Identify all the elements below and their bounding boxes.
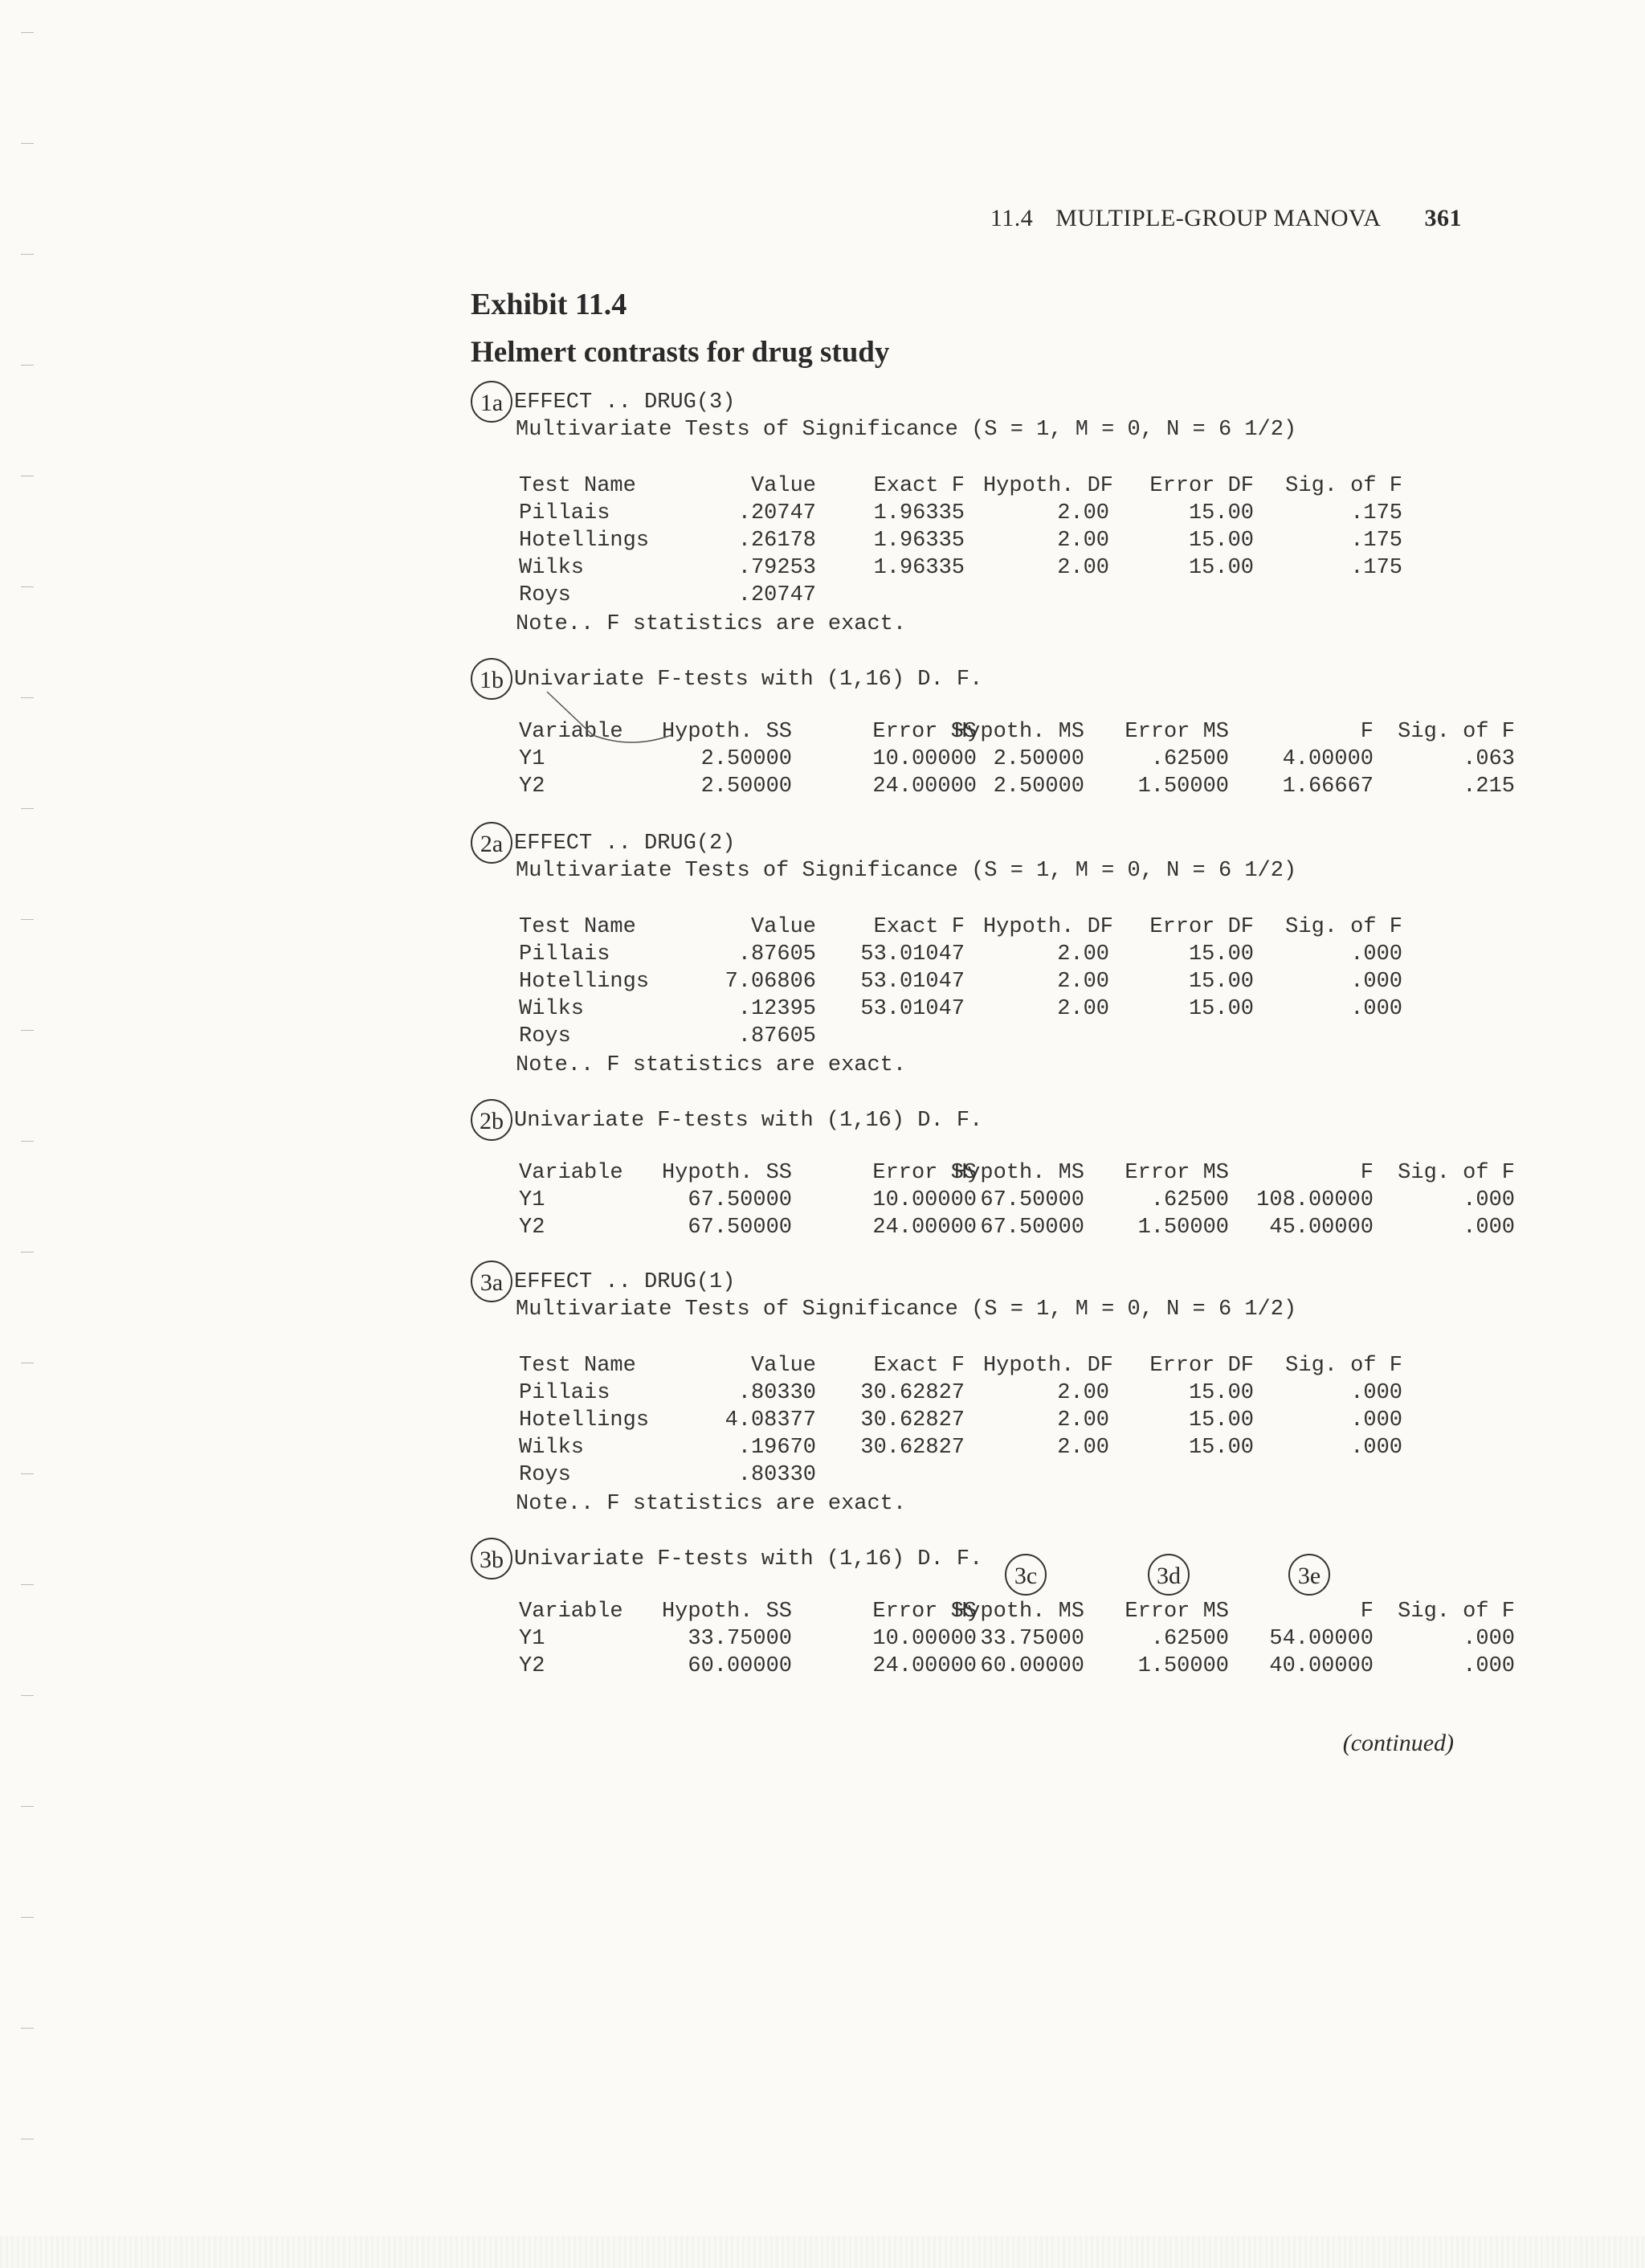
multivariate-cell: 2.00 — [1057, 997, 1109, 1021]
univariate-cell: Y2 — [519, 1216, 545, 1240]
multivariate-cell: .000 — [1350, 970, 1402, 994]
exhibit-label: Exhibit 11.4 — [471, 288, 627, 321]
margin-tick — [21, 1141, 34, 1142]
univariate-header: Hypoth. SS — [661, 1161, 792, 1185]
multivariate-cell: 15.00 — [1188, 1381, 1254, 1405]
multivariate-cell: Hotellings — [519, 970, 650, 994]
multivariate-cell: 2.00 — [1057, 529, 1109, 553]
univariate-title: Univariate F-tests with (1,16) D. F. — [514, 1547, 983, 1571]
exhibit-title: Helmert contrasts for drug study — [471, 336, 890, 369]
univariate-cell: .62500 — [1150, 1627, 1229, 1651]
multivariate-title: Multivariate Tests of Significance (S = 1, M = 0, N = 6 1/2) — [516, 859, 1297, 883]
univariate-cell: .62500 — [1150, 747, 1229, 771]
univariate-title: Univariate F-tests with (1,16) D. F. — [514, 1109, 983, 1133]
univariate-cell: 60.00000 — [980, 1654, 1084, 1678]
multivariate-header: Test Name — [519, 1354, 636, 1378]
univariate-cell: .063 — [1463, 747, 1515, 771]
margin-tick — [21, 808, 34, 809]
univariate-cell: 108.00000 — [1256, 1188, 1374, 1212]
univariate-cell: 24.00000 — [872, 774, 977, 799]
multivariate-header: Error DF — [1149, 915, 1254, 939]
multivariate-cell: .175 — [1350, 501, 1402, 525]
multivariate-header: Hypoth. DF — [982, 1354, 1113, 1378]
margin-tick — [21, 1252, 34, 1253]
multivariate-cell: Wilks — [519, 997, 585, 1021]
multivariate-cell: 53.01047 — [860, 970, 965, 994]
univariate-header: Error SS — [872, 1161, 977, 1185]
note-line: Note.. F statistics are exact. — [516, 1053, 907, 1077]
univariate-header: Error MS — [1125, 720, 1229, 744]
multivariate-cell: 30.62827 — [860, 1436, 965, 1460]
multivariate-cell: Roys — [519, 1024, 571, 1048]
univariate-header: Variable — [519, 1161, 623, 1185]
univariate-cell: 67.50000 — [688, 1216, 792, 1240]
column-callout: 3e — [1288, 1554, 1330, 1596]
multivariate-cell: 53.01047 — [860, 942, 965, 966]
univariate-cell: Y2 — [519, 774, 545, 799]
effect-line: EFFECT .. DRUG(2) — [514, 832, 736, 856]
univariate-header: Error SS — [872, 1600, 977, 1624]
callout-circle: 3a — [471, 1261, 512, 1302]
multivariate-cell: 2.00 — [1057, 1381, 1109, 1405]
multivariate-cell: .20747 — [737, 583, 816, 607]
univariate-cell: .000 — [1463, 1627, 1515, 1651]
multivariate-header: Error DF — [1149, 1354, 1254, 1378]
callout-circle: 2a — [471, 822, 512, 864]
multivariate-header: Value — [750, 915, 816, 939]
multivariate-cell: Wilks — [519, 556, 585, 580]
univariate-header: Variable — [519, 720, 623, 744]
univariate-cell: Y1 — [519, 747, 545, 771]
univariate-header: F — [1360, 720, 1374, 744]
multivariate-cell: .000 — [1350, 997, 1402, 1021]
multivariate-cell: Hotellings — [519, 529, 650, 553]
margin-tick — [21, 1030, 34, 1031]
multivariate-header: Hypoth. DF — [982, 915, 1113, 939]
multivariate-cell: .87605 — [737, 942, 816, 966]
univariate-cell: 2.50000 — [993, 747, 1084, 771]
multivariate-header: Sig. of F — [1285, 915, 1402, 939]
univariate-cell: 54.00000 — [1269, 1627, 1374, 1651]
univariate-cell: Y2 — [519, 1654, 545, 1678]
univariate-cell: 60.00000 — [688, 1654, 792, 1678]
multivariate-header: Test Name — [519, 474, 636, 498]
multivariate-header: Exact F — [873, 1354, 965, 1378]
univariate-header: Hypoth. SS — [661, 720, 792, 744]
margin-tick — [21, 2028, 34, 2029]
multivariate-cell: 2.00 — [1057, 556, 1109, 580]
multivariate-cell: 15.00 — [1188, 529, 1254, 553]
multivariate-cell: 15.00 — [1188, 556, 1254, 580]
multivariate-cell: .000 — [1350, 1408, 1402, 1432]
multivariate-cell: 1.96335 — [873, 556, 965, 580]
column-callout: 3d — [1148, 1554, 1190, 1596]
univariate-cell: 2.50000 — [700, 747, 792, 771]
margin-tick — [21, 143, 34, 144]
univariate-header: Sig. of F — [1398, 1161, 1515, 1185]
univariate-title: Univariate F-tests with (1,16) D. F. — [514, 668, 983, 692]
univariate-header: Sig. of F — [1398, 720, 1515, 744]
univariate-cell: 40.00000 — [1269, 1654, 1374, 1678]
multivariate-header: Hypoth. DF — [982, 474, 1113, 498]
multivariate-cell: 15.00 — [1188, 970, 1254, 994]
margin-tick — [21, 919, 34, 920]
univariate-cell: 67.50000 — [980, 1216, 1084, 1240]
univariate-cell: 33.75000 — [688, 1627, 792, 1651]
multivariate-header: Exact F — [873, 474, 965, 498]
margin-ticks — [21, 32, 37, 2241]
univariate-cell: 2.50000 — [993, 774, 1084, 799]
multivariate-cell: 53.01047 — [860, 997, 965, 1021]
multivariate-cell: Hotellings — [519, 1408, 650, 1432]
continued-label: (continued) — [1342, 1730, 1454, 1756]
multivariate-cell: Wilks — [519, 1436, 585, 1460]
univariate-header: Hypoth. MS — [953, 1161, 1084, 1185]
margin-tick — [21, 586, 34, 587]
univariate-cell: 1.66667 — [1282, 774, 1374, 799]
multivariate-cell: Roys — [519, 583, 571, 607]
page-header — [964, 205, 1462, 232]
multivariate-header: Sig. of F — [1285, 1354, 1402, 1378]
margin-tick — [21, 254, 34, 255]
multivariate-cell: 2.00 — [1057, 1408, 1109, 1432]
note-line: Note.. F statistics are exact. — [516, 1492, 907, 1516]
callout-circle: 3b — [471, 1538, 512, 1579]
univariate-cell: 10.00000 — [872, 1188, 977, 1212]
multivariate-cell: 15.00 — [1188, 997, 1254, 1021]
multivariate-cell: 1.96335 — [873, 529, 965, 553]
scan-edge — [0, 2236, 1645, 2268]
univariate-header: Error SS — [872, 720, 977, 744]
univariate-cell: .000 — [1463, 1216, 1515, 1240]
multivariate-cell: .000 — [1350, 1436, 1402, 1460]
univariate-cell: 45.00000 — [1269, 1216, 1374, 1240]
univariate-cell: 67.50000 — [980, 1188, 1084, 1212]
multivariate-cell: .80330 — [737, 1463, 816, 1487]
univariate-cell: 67.50000 — [688, 1188, 792, 1212]
multivariate-cell: Pillais — [519, 1381, 610, 1405]
column-callout: 3c — [1005, 1554, 1047, 1596]
multivariate-cell: 1.96335 — [873, 501, 965, 525]
univariate-header: Error MS — [1125, 1600, 1229, 1624]
univariate-cell: Y1 — [519, 1188, 545, 1212]
multivariate-cell: .26178 — [737, 529, 816, 553]
multivariate-cell: 2.00 — [1057, 1436, 1109, 1460]
multivariate-title: Multivariate Tests of Significance (S = 1, M = 0, N = 6 1/2) — [516, 1297, 1297, 1322]
univariate-cell: .215 — [1463, 774, 1515, 799]
multivariate-header: Exact F — [873, 915, 965, 939]
univariate-cell: 10.00000 — [872, 1627, 977, 1651]
section-number: 11.4 — [990, 205, 1034, 231]
univariate-cell: 2.50000 — [700, 774, 792, 799]
effect-line: EFFECT .. DRUG(1) — [514, 1270, 736, 1294]
univariate-cell: 1.50000 — [1137, 774, 1229, 799]
callout-circle: 2b — [471, 1099, 512, 1141]
multivariate-cell: .19670 — [737, 1436, 816, 1460]
multivariate-cell: .79253 — [737, 556, 816, 580]
multivariate-cell: Pillais — [519, 942, 610, 966]
multivariate-cell: 2.00 — [1057, 501, 1109, 525]
univariate-header: Variable — [519, 1600, 623, 1624]
page-number: 361 — [1424, 205, 1462, 231]
univariate-cell: .000 — [1463, 1188, 1515, 1212]
multivariate-cell: 30.62827 — [860, 1408, 965, 1432]
multivariate-header: Error DF — [1149, 474, 1254, 498]
multivariate-cell: .20747 — [737, 501, 816, 525]
univariate-header: Sig. of F — [1398, 1600, 1515, 1624]
univariate-cell: .62500 — [1150, 1188, 1229, 1212]
univariate-header: Hypoth. MS — [953, 720, 1084, 744]
univariate-header: F — [1360, 1600, 1374, 1624]
univariate-cell: 24.00000 — [872, 1654, 977, 1678]
univariate-cell: 10.00000 — [872, 747, 977, 771]
margin-tick — [21, 1695, 34, 1696]
multivariate-cell: 15.00 — [1188, 942, 1254, 966]
margin-tick — [21, 1584, 34, 1585]
margin-tick — [21, 1473, 34, 1474]
note-line: Note.. F statistics are exact. — [516, 612, 907, 636]
multivariate-cell: 7.06806 — [725, 970, 816, 994]
univariate-cell: 33.75000 — [980, 1627, 1084, 1651]
multivariate-cell: 2.00 — [1057, 942, 1109, 966]
callout-circle: 1a — [471, 381, 512, 423]
multivariate-cell: .80330 — [737, 1381, 816, 1405]
pencil-mark — [543, 685, 720, 782]
margin-tick — [21, 697, 34, 698]
multivariate-cell: .87605 — [737, 1024, 816, 1048]
margin-tick — [21, 1806, 34, 1807]
multivariate-header: Test Name — [519, 915, 636, 939]
univariate-cell: 4.00000 — [1282, 747, 1374, 771]
multivariate-cell: .000 — [1350, 942, 1402, 966]
multivariate-cell: .000 — [1350, 1381, 1402, 1405]
multivariate-cell: 2.00 — [1057, 970, 1109, 994]
univariate-header: Hypoth. MS — [953, 1600, 1084, 1624]
multivariate-cell: 15.00 — [1188, 1408, 1254, 1432]
multivariate-cell: 30.62827 — [860, 1381, 965, 1405]
multivariate-title: Multivariate Tests of Significance (S = 1, M = 0, N = 6 1/2) — [516, 418, 1297, 442]
univariate-header: Hypoth. SS — [661, 1600, 792, 1624]
univariate-cell: Y1 — [519, 1627, 545, 1651]
univariate-cell: 24.00000 — [872, 1216, 977, 1240]
multivariate-cell: 15.00 — [1188, 1436, 1254, 1460]
multivariate-cell: Pillais — [519, 501, 610, 525]
margin-tick — [21, 365, 34, 366]
chapter-title: MULTIPLE-GROUP MANOVA — [1055, 205, 1382, 231]
multivariate-cell: 15.00 — [1188, 501, 1254, 525]
multivariate-cell: .175 — [1350, 556, 1402, 580]
multivariate-cell: 4.08377 — [725, 1408, 816, 1432]
multivariate-cell: .175 — [1350, 529, 1402, 553]
multivariate-header: Value — [750, 1354, 816, 1378]
univariate-header: Error MS — [1125, 1161, 1229, 1185]
multivariate-cell: Roys — [519, 1463, 571, 1487]
effect-line: EFFECT .. DRUG(3) — [514, 390, 736, 415]
univariate-cell: .000 — [1463, 1654, 1515, 1678]
univariate-cell: 1.50000 — [1137, 1654, 1229, 1678]
margin-tick — [21, 1917, 34, 1918]
univariate-cell: 1.50000 — [1137, 1216, 1229, 1240]
callout-circle: 1b — [471, 658, 512, 700]
multivariate-cell: .12395 — [737, 997, 816, 1021]
univariate-header: F — [1360, 1161, 1374, 1185]
multivariate-header: Sig. of F — [1285, 474, 1402, 498]
margin-tick — [21, 32, 34, 33]
multivariate-header: Value — [750, 474, 816, 498]
